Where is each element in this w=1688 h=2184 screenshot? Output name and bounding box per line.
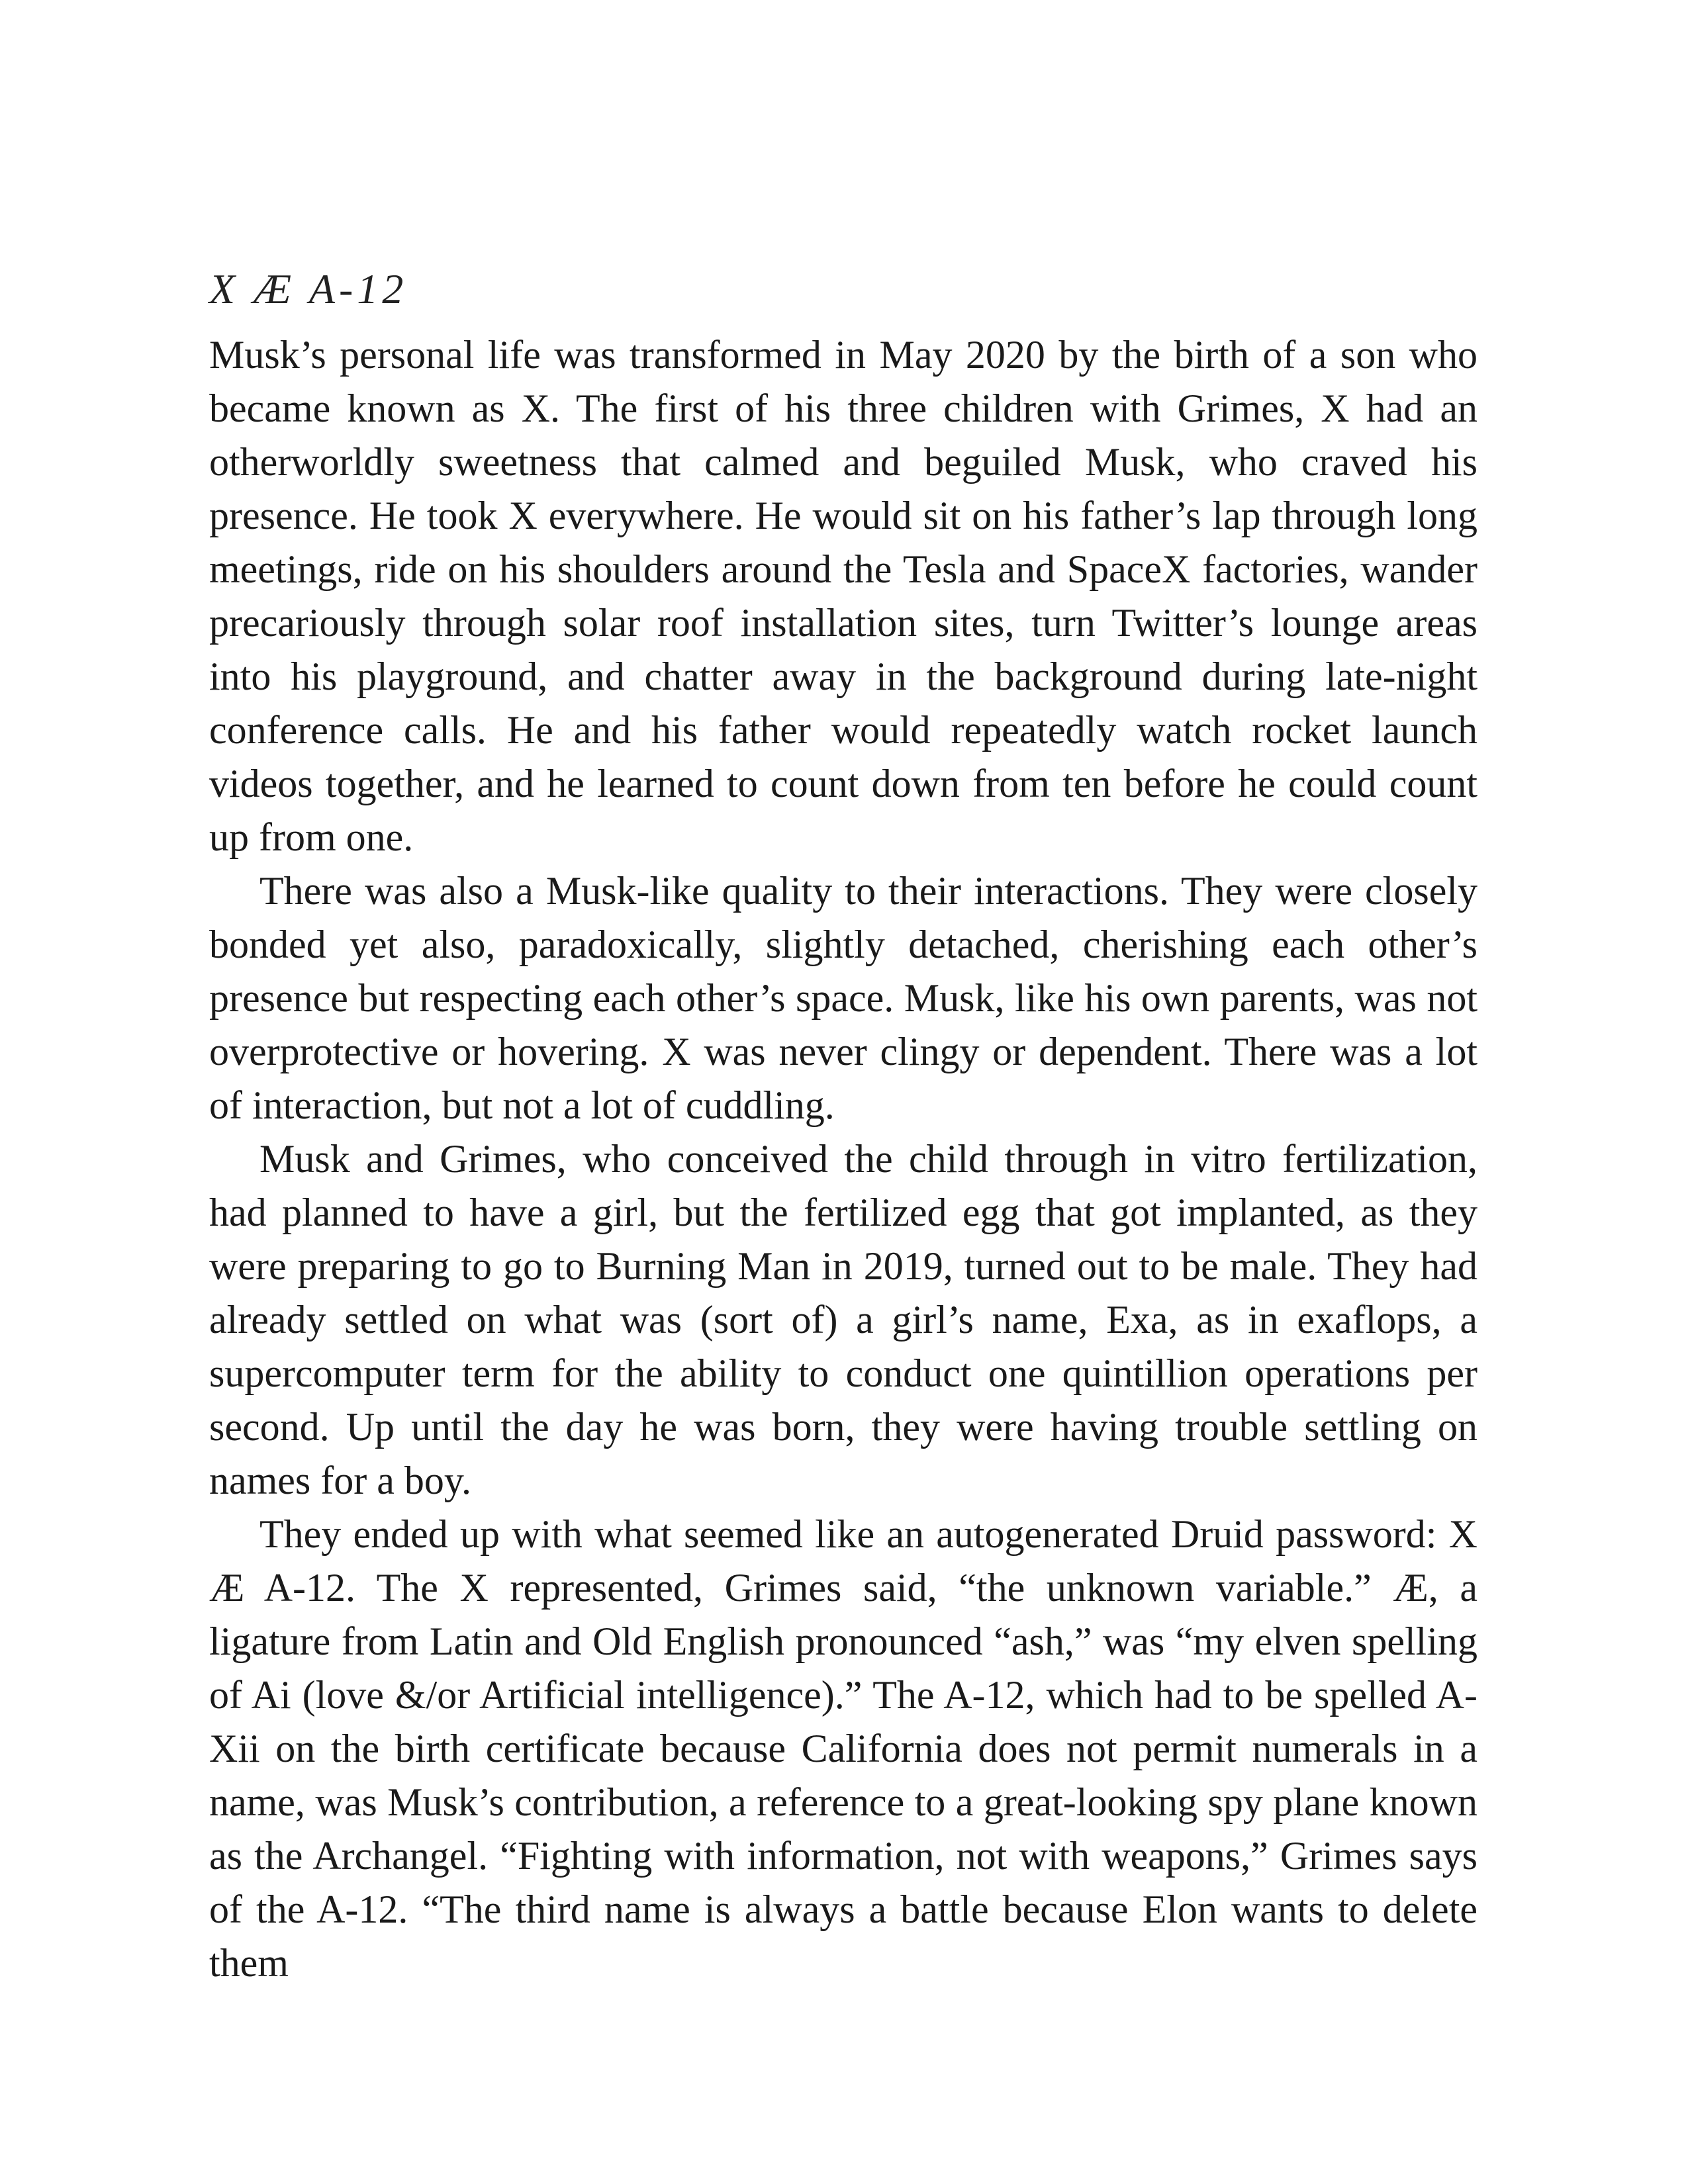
chapter-title: X Æ A-12 bbox=[209, 265, 408, 312]
page-body bbox=[209, 259, 1477, 1990]
paragraph-3: Musk and Grimes, who conceived the child through in vitro fertilization, had planned to have a girl, but the fertilized egg that got implanted, as they were preparing to go to Burning Man in 2019, turned out to be male. They had already settled on what was (sort of) a girl’s name, Exa, as in exaflops, a supercomputer term for the ability to conduct one quintillion operations per second. Up until the day he was born, they were having trouble settling on names for a boy. bbox=[209, 1137, 1477, 1502]
paragraph-4: They ended up with what seemed like an autogenerated Druid password: X Æ A-12. The X represented, Grimes said, “the unknown variable.” Æ, a ligature from Latin and Old English pronounced “ash,” was “my elven spelling of Ai (love &/or Artificial intelligence).” The A-12, which had to be spelled A-Xii on the birth certificate because California does not permit numerals in a name, was Musk’s contribution, a reference to a great-looking spy plane known as the Archangel. “Fighting with information, not with weapons,” Grimes says of the A-12. “The third name is always a battle because Elon wants to delete them bbox=[209, 1512, 1477, 1985]
paragraph-2: There was also a Musk-like quality to their interactions. They were closely bonded yet also, paradoxically, slightly detached, cherishing each other’s presence but respecting each other’s space. Musk, like his own parents, was not overprotective or hovering. X was never clingy or dependent. There was a lot of interaction, but not a lot of cuddling. bbox=[209, 869, 1477, 1127]
paragraph-1: Musk’s personal life was transformed in May 2020 by the birth of a son who became known as X. The first of his three children with Grimes, X had an otherworldly sweetness that calmed and beguiled Musk, who craved his presence. He took X everywhere. He would sit on his father’s lap through long meetings, ride on his shoulders around the Tesla and SpaceX factories, wander precariously through solar roof installation sites, turn Twitter’s lounge areas into his playground, and chatter away in the background during late-night conference calls. He and his father would repeatedly watch rocket launch videos together, and he learned to count down from ten before he could count up from one. bbox=[209, 333, 1477, 859]
